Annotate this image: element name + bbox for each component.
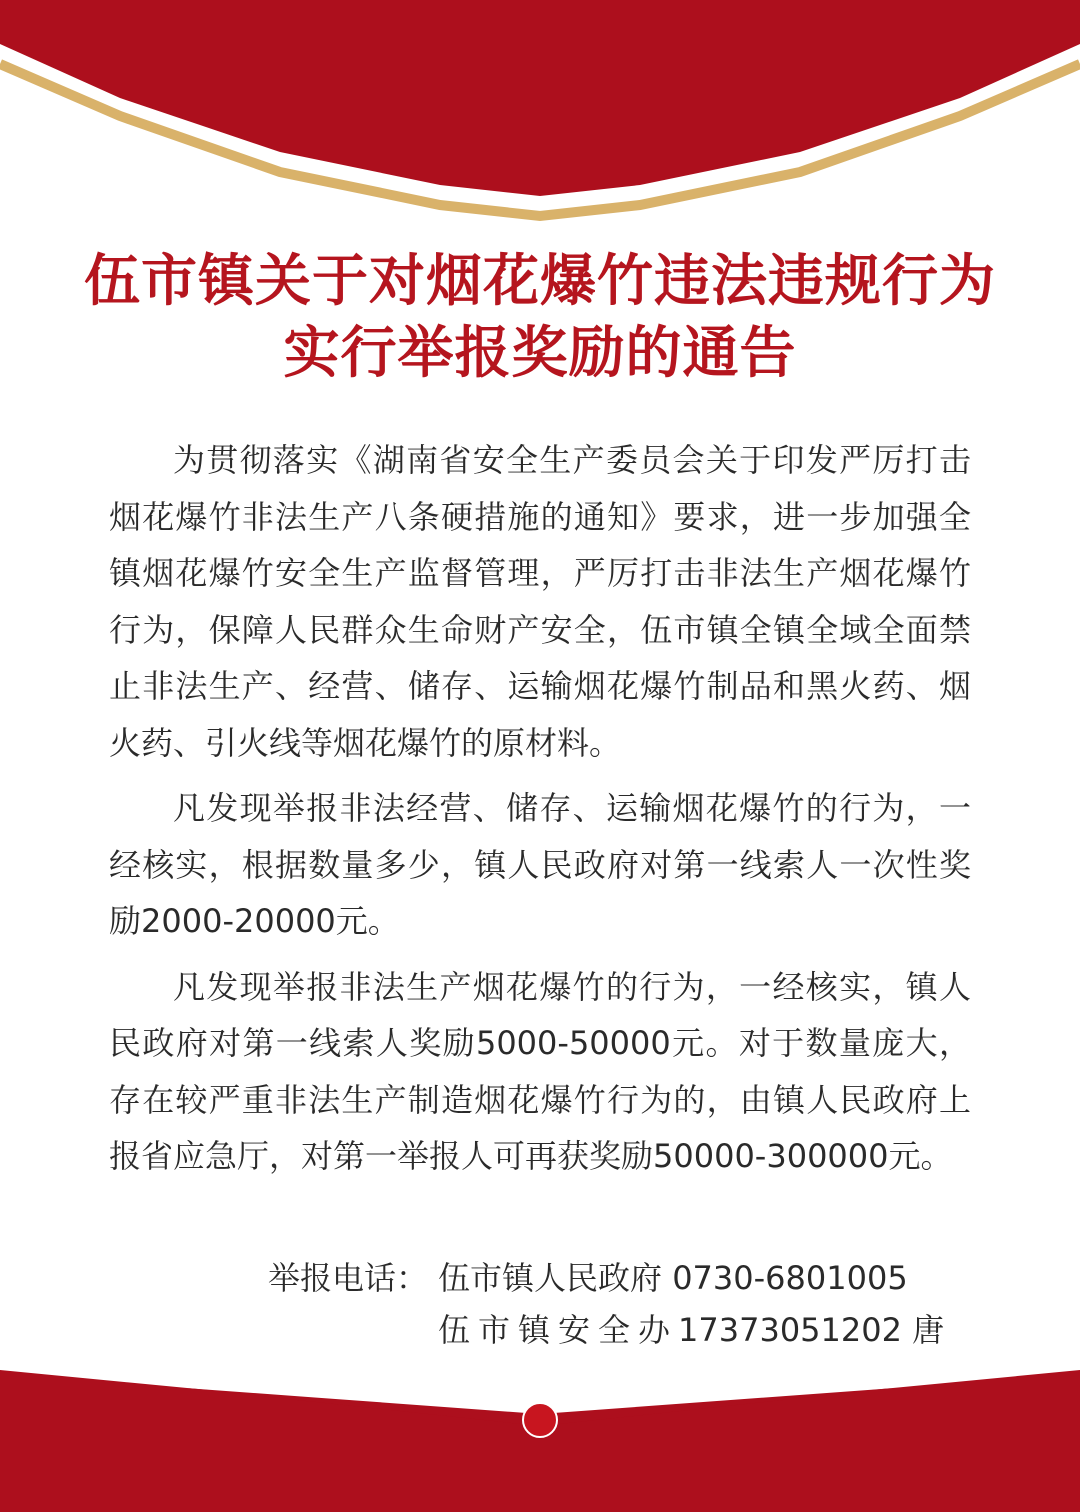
paragraph-1: 为贯彻落实《湖南省安全生产委员会关于印发严厉打击烟花爆竹非法生产八条硬措施的通知》要求，进一步加强全镇烟花爆竹安全生产监督管理，严厉打击非法生产烟花爆竹行为，保障人民群众生命财产安全，伍市镇全镇全域全面禁止非法生产、经营、储存、运输烟花爆竹制品和黑火药、烟火药、引火线等烟花爆竹的原材料。 bbox=[109, 441, 971, 762]
title-line-2: 实行举报奖励的通告 bbox=[283, 321, 797, 386]
contact-row-1 bbox=[268, 1252, 988, 1304]
top-decorative-banner bbox=[0, 0, 1080, 250]
notice-body bbox=[109, 432, 971, 1194]
paragraph-3: 凡发现举报非法生产烟花爆竹的行为，一经核实，镇人民政府对第一线索人奖励5000-50000元。对于数量庞大，存在较严重非法生产制造烟花爆竹行为的，由镇人民政府上报省应急厅，对第一举报人可再获奖励50000-300000元。 bbox=[109, 967, 971, 1175]
contact-row-2 bbox=[268, 1304, 988, 1356]
contact-phone-2: 17373051202 唐 bbox=[678, 1311, 945, 1349]
title-line-1: 伍市镇关于对烟花爆竹违法违规行为 bbox=[84, 249, 996, 314]
contact-org-2: 伍市镇安全办 bbox=[438, 1311, 679, 1349]
contact-label: 举报电话： bbox=[268, 1259, 429, 1297]
paragraph-2: 凡发现举报非法经营、储存、运输烟花爆竹的行为，一经核实，根据数量多少，镇人民政府对第一线索人一次性奖励2000-20000元。 bbox=[109, 789, 971, 940]
bottom-decorative-banner bbox=[0, 1370, 1080, 1512]
contact-org-1: 伍市镇人民政府 bbox=[438, 1259, 663, 1297]
report-contact bbox=[268, 1252, 988, 1356]
contact-phone-1: 0730-6801005 bbox=[672, 1259, 908, 1297]
notice-title bbox=[0, 246, 1080, 390]
